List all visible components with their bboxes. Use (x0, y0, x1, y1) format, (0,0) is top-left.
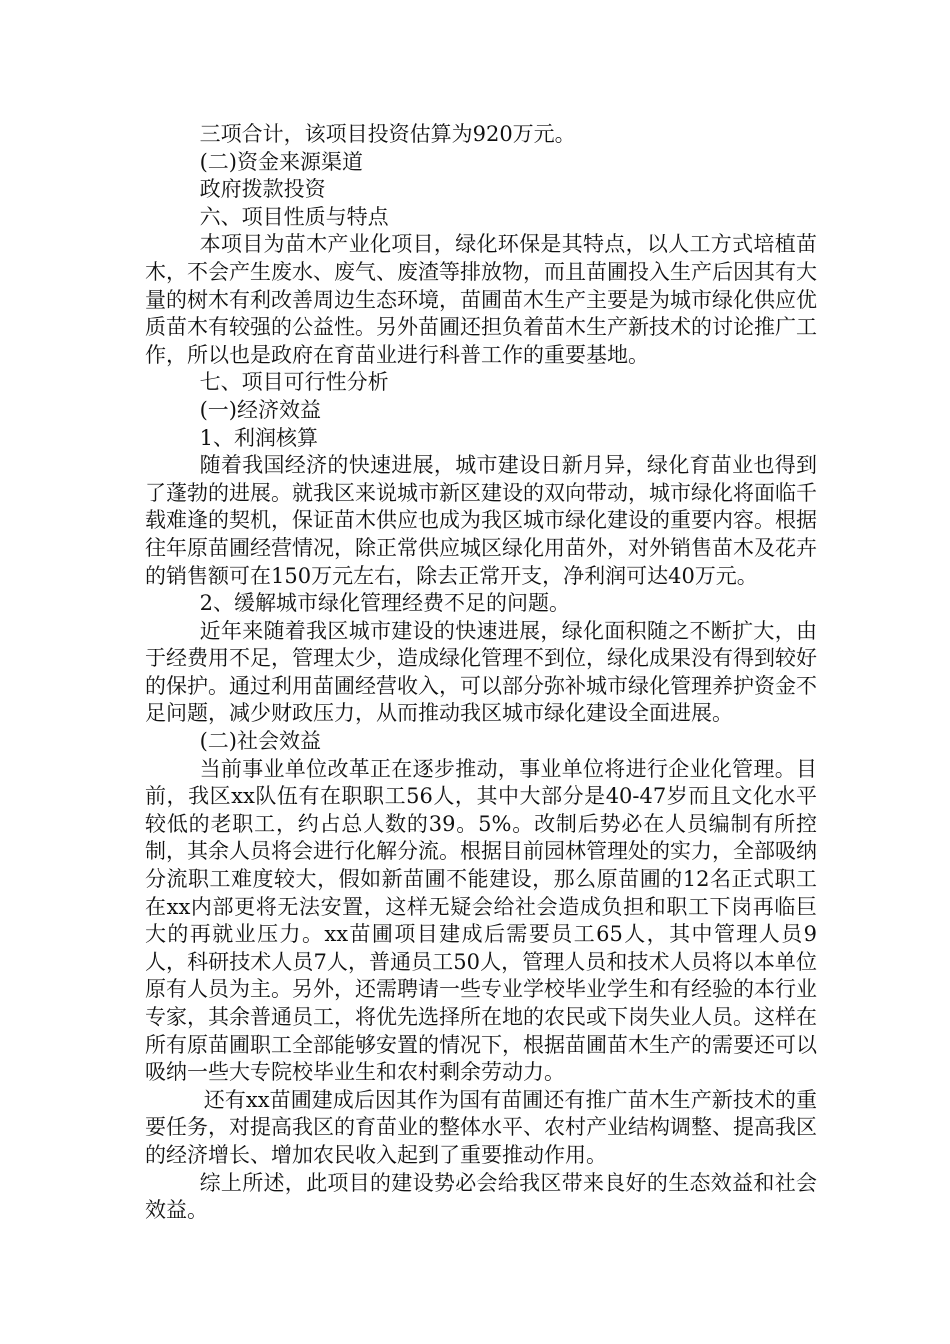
heading-profit-accounting: 1、利润核算 (199, 425, 318, 450)
heading-funding-shortage: 2、缓解城市绿化管理经费不足的问题。 (199, 591, 570, 616)
heading-feasibility: 七、项目可行性分析 (199, 370, 389, 395)
heading-social-benefit: (二)社会效益 (199, 729, 321, 754)
paragraph-promotion-role: 还有xx苗圃建成后因其作为国有苗圃还有推广苗木生产新技术的重要任务，对提高我区的育苗业的整体水平、农村产业结构调整、提高我区的经济增长、增加农民收入起到了重要推动作用。 (145, 1087, 817, 1167)
paragraph-government-funding: 政府拨款投资 (199, 177, 326, 202)
document-body (145, 121, 817, 1225)
paragraph-social-benefit: 当前事业单位改革正在逐步推动，事业单位将进行企业化管理。目前，我区xx队伍有在职职工56人，其中大部分是40-47岁而且文化水平较低的老职工，约占总人数的39。5%。改制后势必在人员编制有所控制，其余人员将会进行化解分流。根据目前园林管理处的实力，全部吸纳分流职工难度较大，假如新苗圃不能建设，那么原苗圃的12名正式职工在xx内部更将无法安置，这样无疑会给社会造成负担和职工下岗再临巨大的再就业压力。xx苗圃项目建成后需要员工65人，其中管理人员9人，科研技术人员7人，普通员工50人，管理人员和技术人员将以本单位原有人员为主。另外，还需聘请一些专业学校毕业学生和有经验的本行业专家，其余普通员工，将优先选择所在地的农民或下岗失业人员。这样在所有原苗圃职工全部能够安置的情况下，根据苗圃苗木生产的需要还可以吸纳一些大专院校毕业生和农村剩余劳动力。 (145, 756, 817, 1085)
paragraph-investment-total: 三项合计，该项目投资估算为920万元。 (199, 122, 576, 146)
paragraph-profit-accounting: 随着我国经济的快速进展，城市建设日新月异，绿化育苗业也得到了蓬勃的进展。就我区来说城市新区建设的双向带动，城市绿化将面临千载难逢的契机，保证苗木供应也成为我区城市绿化建设的重要内容。根据往年原苗圃经营情况，除正常供应城区绿化用苗外，对外销售苗木及花卉的销售额可在150万元左右，除去正常开支，净利润可达40万元。 (145, 453, 817, 588)
heading-funding-source: (二)资金来源渠道 (199, 149, 363, 174)
heading-project-nature: 六、项目性质与特点 (199, 204, 389, 229)
paragraph-funding-shortage: 近年来随着我区城市建设的快速进展，绿化面积随之不断扩大，由于经费用不足，管理太少，造成绿化管理不到位，绿化成果没有得到较好的保护。通过利用苗圃经营收入，可以部分弥补城市绿化管理养护资金不足问题，减少财政压力，从而推动我区城市绿化建设全面进展。 (145, 618, 817, 726)
heading-economic-benefit: (一)经济效益 (199, 397, 321, 422)
paragraph-project-nature: 本项目为苗木产业化项目，绿化环保是其特点，以人工方式培植苗木，不会产生废水、废气、废渣等排放物，而且苗圃投入生产后因其有大量的树木有利改善周边生态环境，苗圃苗木生产主要是为城市绿化供应优质苗木有较强的公益性。另外苗圃还担负着苗木生产新技术的讨论推广工作，所以也是政府在育苗业进行科普工作的重要基地。 (145, 232, 817, 367)
paragraph-conclusion: 综上所述，此项目的建设势必会给我区带来良好的生态效益和社会效益。 (145, 1170, 817, 1223)
